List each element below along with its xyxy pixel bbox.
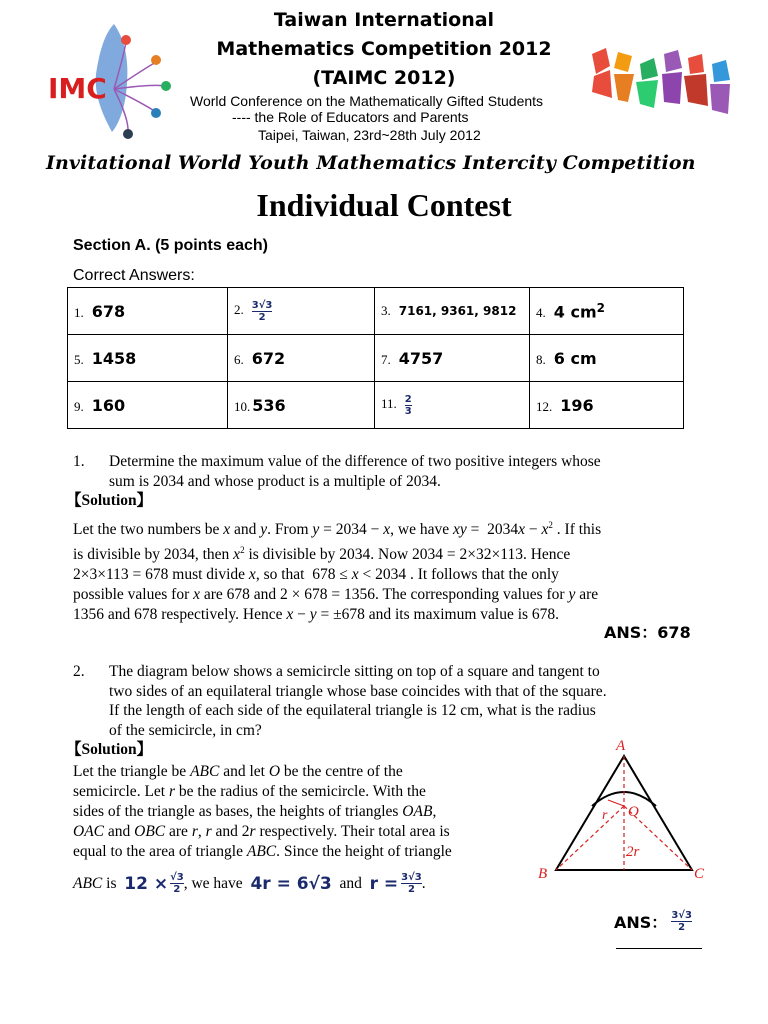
q2-answer-underline xyxy=(616,948,702,949)
imc-logo xyxy=(44,14,184,142)
q1-solution-body: Let the two numbers be x and y. From y = 2034 − x, we have xy = $2034x - x^2$ . If this is divisible by 2034, then $x^2$ is divisible by 2034. Now 2034 = 2×32×113. Hence 2×3×113 = 678 must divide x, so that 678 ≤ x < 2034 . It follows that the only possible values for x are 678 and 2 × 678 = 1356. The corresponding values for y are 1356 and 678 respectively. Hence x − y = ±678 and its maximum value is 678. xyxy=(73,520,602,624)
q2-answer-fraction xyxy=(671,910,692,933)
fraction-numerator: 3√3 xyxy=(671,910,692,921)
fraction-denominator: 3 xyxy=(404,405,412,417)
q2-answer xyxy=(614,910,692,933)
answer-value: 672 xyxy=(251,348,286,368)
fraction-numerator: √3 xyxy=(170,872,184,883)
answer-fraction xyxy=(405,394,412,417)
q2-answer-label: ANS： xyxy=(614,913,668,932)
header-title-line3: (TAIMC 2012) xyxy=(312,67,456,89)
answer-cell xyxy=(68,382,228,429)
answer-fraction xyxy=(252,300,273,323)
answer-value: 678 xyxy=(91,301,126,321)
answer-number: 9. xyxy=(74,398,84,414)
triangle-semicircle-diagram xyxy=(530,738,720,888)
q1-text-line1: Determine the maximum value of the difference of two positive integers whose xyxy=(109,453,601,470)
answer-number: 8. xyxy=(536,351,546,367)
q2-solution-final-line: ABC is 12 × $\frac{√3}{2}$ , we have 4r = 6√3 and r = $\frac{3√3}{2}$ . xyxy=(73,872,426,895)
q2-text-line3: If the length of each side of the equilateral triangle is 12 cm, what is the radius xyxy=(109,702,596,719)
equation-expression: 4r = 6√3 xyxy=(250,873,332,894)
answer-cell xyxy=(68,288,228,335)
fraction-denominator: 2 xyxy=(258,311,266,323)
q2-text-line1: The diagram below shows a semicircle sitting on top of a square and tangent to xyxy=(109,663,600,680)
answer-number: 1. xyxy=(74,304,84,320)
answer-number: 7. xyxy=(381,351,391,367)
fraction-numerator: 3√3 xyxy=(251,299,273,311)
header-title-line1: Taiwan International xyxy=(273,9,495,31)
q2-solution-label: 【Solution】 xyxy=(66,741,153,758)
label-A: A xyxy=(616,738,626,754)
q1-number: 1. xyxy=(73,453,85,470)
answer-value: 536 xyxy=(252,395,286,415)
fraction-numerator: 2 xyxy=(404,393,412,405)
competition-banner: Invitational World Youth Mathematics Intercity Competition xyxy=(46,152,696,174)
answer-cell xyxy=(375,382,530,429)
height-fraction xyxy=(170,872,184,895)
height-expression: 12 × xyxy=(124,873,169,894)
q2-solution-body: Let the triangle be ABC and let O be the centre of the semicircle. Let r be the radius of the semicircle. With the sides of the triangle as bases, the heights of triangles OAB, OAC and OBC are r, r and 2r respectively. Their total area is equal to the area of triangle ABC. Since the height of triangle xyxy=(73,763,452,860)
answer-value: 7161, 9361, 9812 xyxy=(398,304,517,318)
fraction-denominator: 2 xyxy=(407,884,415,895)
answer-cell xyxy=(375,288,530,335)
answer-cell xyxy=(530,288,684,335)
answer-number: 12. xyxy=(536,398,553,414)
label-2r: 2r xyxy=(626,844,640,860)
answer-value: 196 xyxy=(560,395,594,415)
fraction-denominator: 2 xyxy=(173,884,181,895)
header-subtitle2: ---- the Role of Educators and Parents xyxy=(232,109,469,125)
answer-cell xyxy=(228,382,375,429)
answer-cell xyxy=(530,382,684,429)
contest-title: Individual Contest xyxy=(256,187,512,223)
answers-table xyxy=(67,287,684,429)
answer-number: 3. xyxy=(381,303,391,318)
answer-superscript: 2 xyxy=(596,300,605,315)
q2-text-line2: two sides of an equilateral triangle whose base coincides with that of the square. xyxy=(109,683,607,700)
answer-value: 4757 xyxy=(398,348,444,368)
answer-value: 6 cm xyxy=(553,348,597,368)
answer-cell xyxy=(375,335,530,382)
answer-value: 160 xyxy=(91,395,126,415)
answer-cell xyxy=(68,335,228,382)
q2-number: 2. xyxy=(73,663,85,680)
answer-number: 6. xyxy=(234,351,244,367)
tangram-figures-image xyxy=(584,44,734,124)
answer-number: 2. xyxy=(234,301,244,317)
answer-value: 1458 xyxy=(91,348,137,368)
label-O: O xyxy=(628,804,639,820)
label-C: C xyxy=(694,866,705,882)
fraction-numerator: 3√3 xyxy=(401,872,422,883)
section-heading: Section A. (5 points each) xyxy=(73,237,268,254)
answer-cell xyxy=(228,335,375,382)
fraction-denominator: 2 xyxy=(678,922,686,933)
q1-text-line2: sum is 2034 and whose product is a multiple of 2034. xyxy=(109,473,441,490)
answer-number: 11. xyxy=(381,395,397,411)
r-fraction xyxy=(401,872,422,895)
answer-cell xyxy=(530,335,684,382)
logo-text: IMC xyxy=(48,72,107,105)
correct-answers-label: Correct Answers: xyxy=(73,267,195,284)
q1-solution-label: 【Solution】 xyxy=(66,492,153,509)
header-location: Taipei, Taiwan, 23rd~28th July 2012 xyxy=(258,127,481,143)
q2-text-line4: of the semicircle, in cm? xyxy=(109,722,262,739)
r-expression: r = xyxy=(369,873,399,894)
q1-answer: ANS：678 xyxy=(604,623,691,642)
answer-number: 4. xyxy=(536,305,546,321)
answer-number: 10. xyxy=(234,398,251,414)
answer-cell xyxy=(228,288,375,335)
answer-value: 4 cm xyxy=(553,302,597,322)
header-title-line2: Mathematics Competition 2012 xyxy=(216,38,552,60)
answer-number: 5. xyxy=(74,351,84,367)
header-subtitle1: World Conference on the Mathematically Gifted Students xyxy=(190,93,544,109)
label-r: r xyxy=(602,808,608,823)
label-B: B xyxy=(538,866,548,882)
